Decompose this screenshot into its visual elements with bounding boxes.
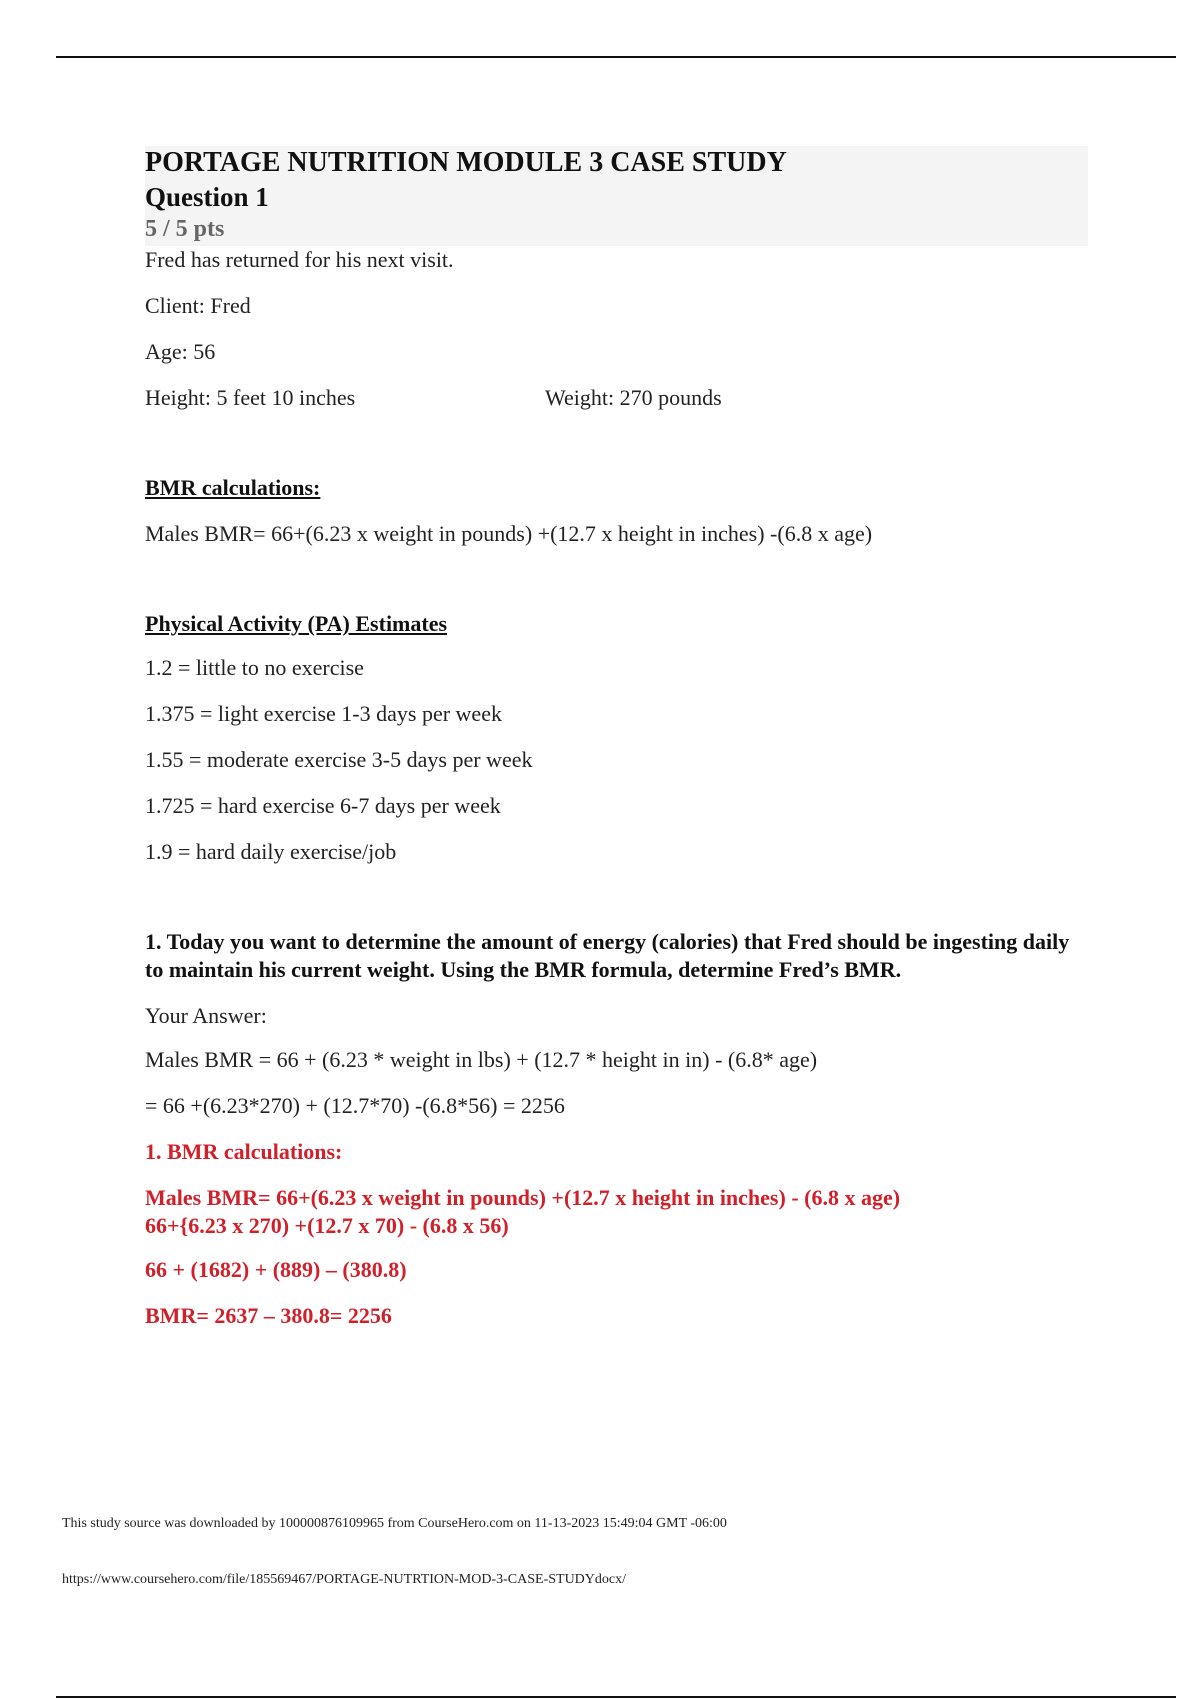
question-header xyxy=(145,146,1088,246)
client-age: Age: 56 xyxy=(145,339,216,364)
answer-line: Males BMR = 66 + (6.23 * weight in lbs) + (12.7 * height in in) - (6.8* age) xyxy=(145,1047,818,1072)
height-weight-row xyxy=(145,384,1090,412)
source-url: https://www.coursehero.com/file/185569467/PORTAGE-NUTRTION-MOD-3-CASE-STUDYdocx/ xyxy=(62,1572,626,1587)
answer-key-result: BMR= 2637 – 380.8= 2256 xyxy=(145,1303,392,1328)
pa-item: 1.375 = light exercise 1-3 days per week xyxy=(145,701,502,726)
bottom-rule xyxy=(56,1696,1176,1698)
client-height: Height: 5 feet 10 inches xyxy=(145,385,356,410)
answer-key-heading: 1. BMR calculations: xyxy=(145,1139,343,1164)
your-answer-label: Your Answer: xyxy=(145,1003,267,1028)
answer-key-line: 66 + (1682) + (889) – (380.8) xyxy=(145,1257,407,1282)
bmr-heading: BMR calculations: xyxy=(145,475,321,500)
document-body xyxy=(145,146,1090,1330)
pa-item: 1.2 = little to no exercise xyxy=(145,655,364,680)
bmr-formula: Males BMR= 66+(6.23 x weight in pounds) +(12.7 x height in inches) -(6.8 x age) xyxy=(145,521,873,546)
answer-key-line: Males BMR= 66+(6.23 x weight in pounds) +(12.7 x height in inches) - (6.8 x age) xyxy=(145,1185,901,1210)
pa-heading: Physical Activity (PA) Estimates xyxy=(145,611,448,636)
top-rule xyxy=(56,56,1176,58)
intro-text: Fred has returned for his next visit. xyxy=(145,247,454,272)
download-notice: This study source was downloaded by 100000876109965 from CourseHero.com on 11-13-2023 15:49:04 GMT -06:00 xyxy=(62,1516,727,1531)
question-text: 1. Today you want to determine the amount of energy (calories) that Fred should be ingesting daily to maintain his current weight. Using the BMR formula, determine Fred’s BMR. xyxy=(145,929,1070,982)
points-score: 5 / 5 pts xyxy=(145,216,225,242)
pa-item: 1.55 = moderate exercise 3-5 days per week xyxy=(145,747,533,772)
answer-line: = 66 +(6.23*270) + (12.7*70) -(6.8*56) = 2256 xyxy=(145,1093,565,1118)
pa-item: 1.9 = hard daily exercise/job xyxy=(145,839,397,864)
answer-key-line: 66+{6.23 x 270) +(12.7 x 70) - (6.8 x 56) xyxy=(145,1213,509,1238)
client-weight: Weight: 270 pounds xyxy=(545,385,722,410)
pa-item: 1.725 = hard exercise 6-7 days per week xyxy=(145,793,501,818)
document-title: PORTAGE NUTRITION MODULE 3 CASE STUDY xyxy=(145,147,787,178)
question-label: Question 1 xyxy=(145,182,269,212)
client-name: Client: Fred xyxy=(145,293,251,318)
